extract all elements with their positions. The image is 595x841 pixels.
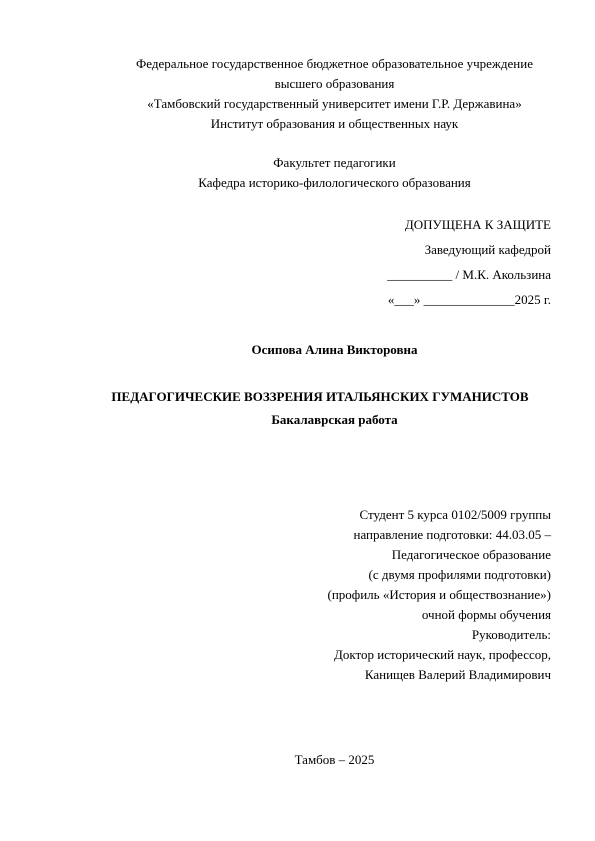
student-info-line-3: Педагогическое образование — [391, 547, 551, 562]
city-year: Тамбов – 2025 — [294, 752, 375, 767]
institution-line-3: «Тамбовский государственный университет имени Г.Р. Державина» — [147, 96, 522, 111]
student-info-line-6: очной формы обучения — [421, 607, 551, 622]
student-info-line-1: Студент 5 курса 0102/5009 группы — [359, 507, 551, 522]
work-type: Бакалаврская работа — [271, 412, 398, 427]
institution-line-2: высшего образования — [274, 76, 395, 91]
approval-date-line: «___» ______________2025 г. — [387, 292, 551, 307]
student-info-line-5: (профиль «История и обществознание») — [327, 587, 551, 602]
approval-position: Заведующий кафедрой — [424, 242, 551, 257]
work-title: ПЕДАГОГИЧЕСКИЕ ВОЗЗРЕНИЯ ИТАЛЬЯНСКИХ ГУМАНИСТОВ — [111, 389, 529, 404]
institution-line-4: Институт образования и общественных наук — [210, 116, 459, 131]
department-name: Кафедра историко-филологического образования — [198, 175, 471, 190]
author-name: Осипова Алина Викторовна — [251, 342, 418, 357]
student-info-line-4: (с двумя профилями подготовки) — [368, 567, 551, 582]
institution-line-1: Федеральное государственное бюджетное образовательное учреждение — [136, 56, 533, 71]
faculty-name: Факультет педагогики — [273, 155, 396, 170]
approval-signature-line: __________ / М.К. Акользина — [387, 267, 551, 282]
student-info-line-7: Руководитель: — [471, 627, 551, 642]
student-info-line-8: Доктор исторический наук, профессор, — [334, 647, 551, 662]
student-info-line-9: Канищев Валерий Владимирович — [364, 667, 551, 682]
student-info-line-2: направление подготовки: 44.03.05 – — [353, 527, 551, 542]
approval-title: ДОПУЩЕНА К ЗАЩИТЕ — [404, 217, 551, 232]
